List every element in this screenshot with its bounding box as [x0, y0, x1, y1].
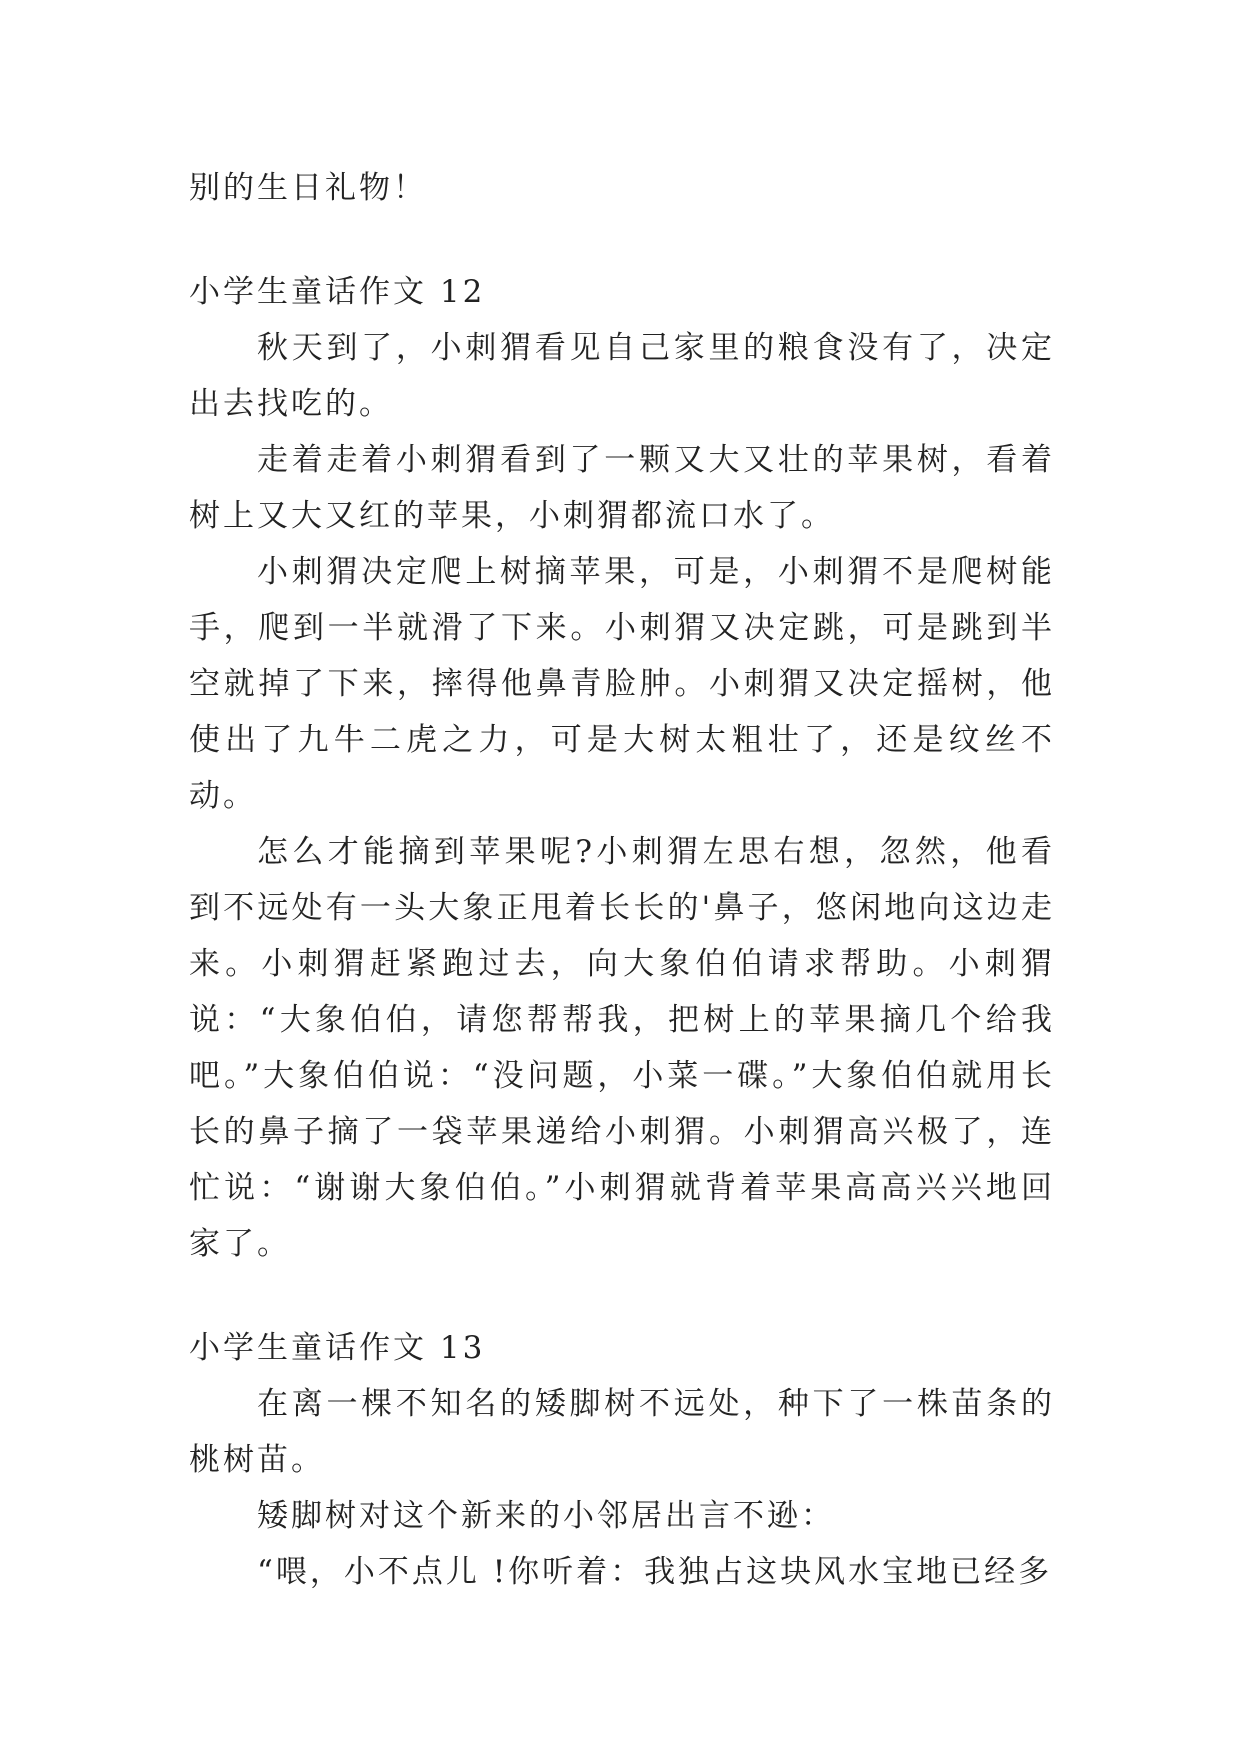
section-13-paragraph-3: “喂，小不点儿 !你听着：我独占这块风水宝地已经多 — [257, 1554, 1053, 1590]
section-heading-13: 小学生童话作文 13 — [189, 1330, 486, 1366]
section-12-paragraph-4: 怎么才能摘到苹果呢?小刺猬左思右想，忽然，他看到不远处有一头大象正甩着长长的'鼻子，悠闲地向这边走来。小刺猬赶紧跑过去，向大象伯伯请求帮助。小刺猬说：“大象伯伯，请您帮帮我，把树上的苹果摘几个给我吧。”大象伯伯说：“没问题，小菜一碟。”大象伯伯就用长长的鼻子摘了一袋苹果递给小刺猬。小刺猬高兴极了，连忙说：“谢谢大象伯伯。”小刺猬就背着苹果高高兴兴地回家了。 — [189, 834, 1055, 1262]
section-13-paragraph-1: 在离一棵不知名的矮脚树不远处，种下了一株苗条的桃树苗。 — [189, 1386, 1055, 1478]
section-13-paragraph-2: 矮脚树对这个新来的小邻居出言不逊： — [257, 1498, 835, 1534]
section-12-paragraph-2: 走着走着小刺猬看到了一颗又大又壮的苹果树，看着树上又大又红的苹果，小刺猬都流口水了。 — [189, 442, 1055, 534]
section-heading-12: 小学生童话作文 12 — [189, 274, 486, 310]
opening-fragment: 别的生日礼物！ — [189, 170, 427, 206]
document-page — [189, 160, 1055, 1600]
section-12-paragraph-3: 小刺猬决定爬上树摘苹果，可是，小刺猬不是爬树能手，爬到一半就滑了下来。小刺猬又决定跳，可是跳到半空就掉了下来，摔得他鼻青脸肿。小刺猬又决定摇树，他使出了九牛二虎之力，可是大树太粗壮了，还是纹丝不动。 — [189, 554, 1055, 814]
section-12-paragraph-1: 秋天到了，小刺猬看见自己家里的粮食没有了，决定出去找吃的。 — [189, 330, 1055, 422]
